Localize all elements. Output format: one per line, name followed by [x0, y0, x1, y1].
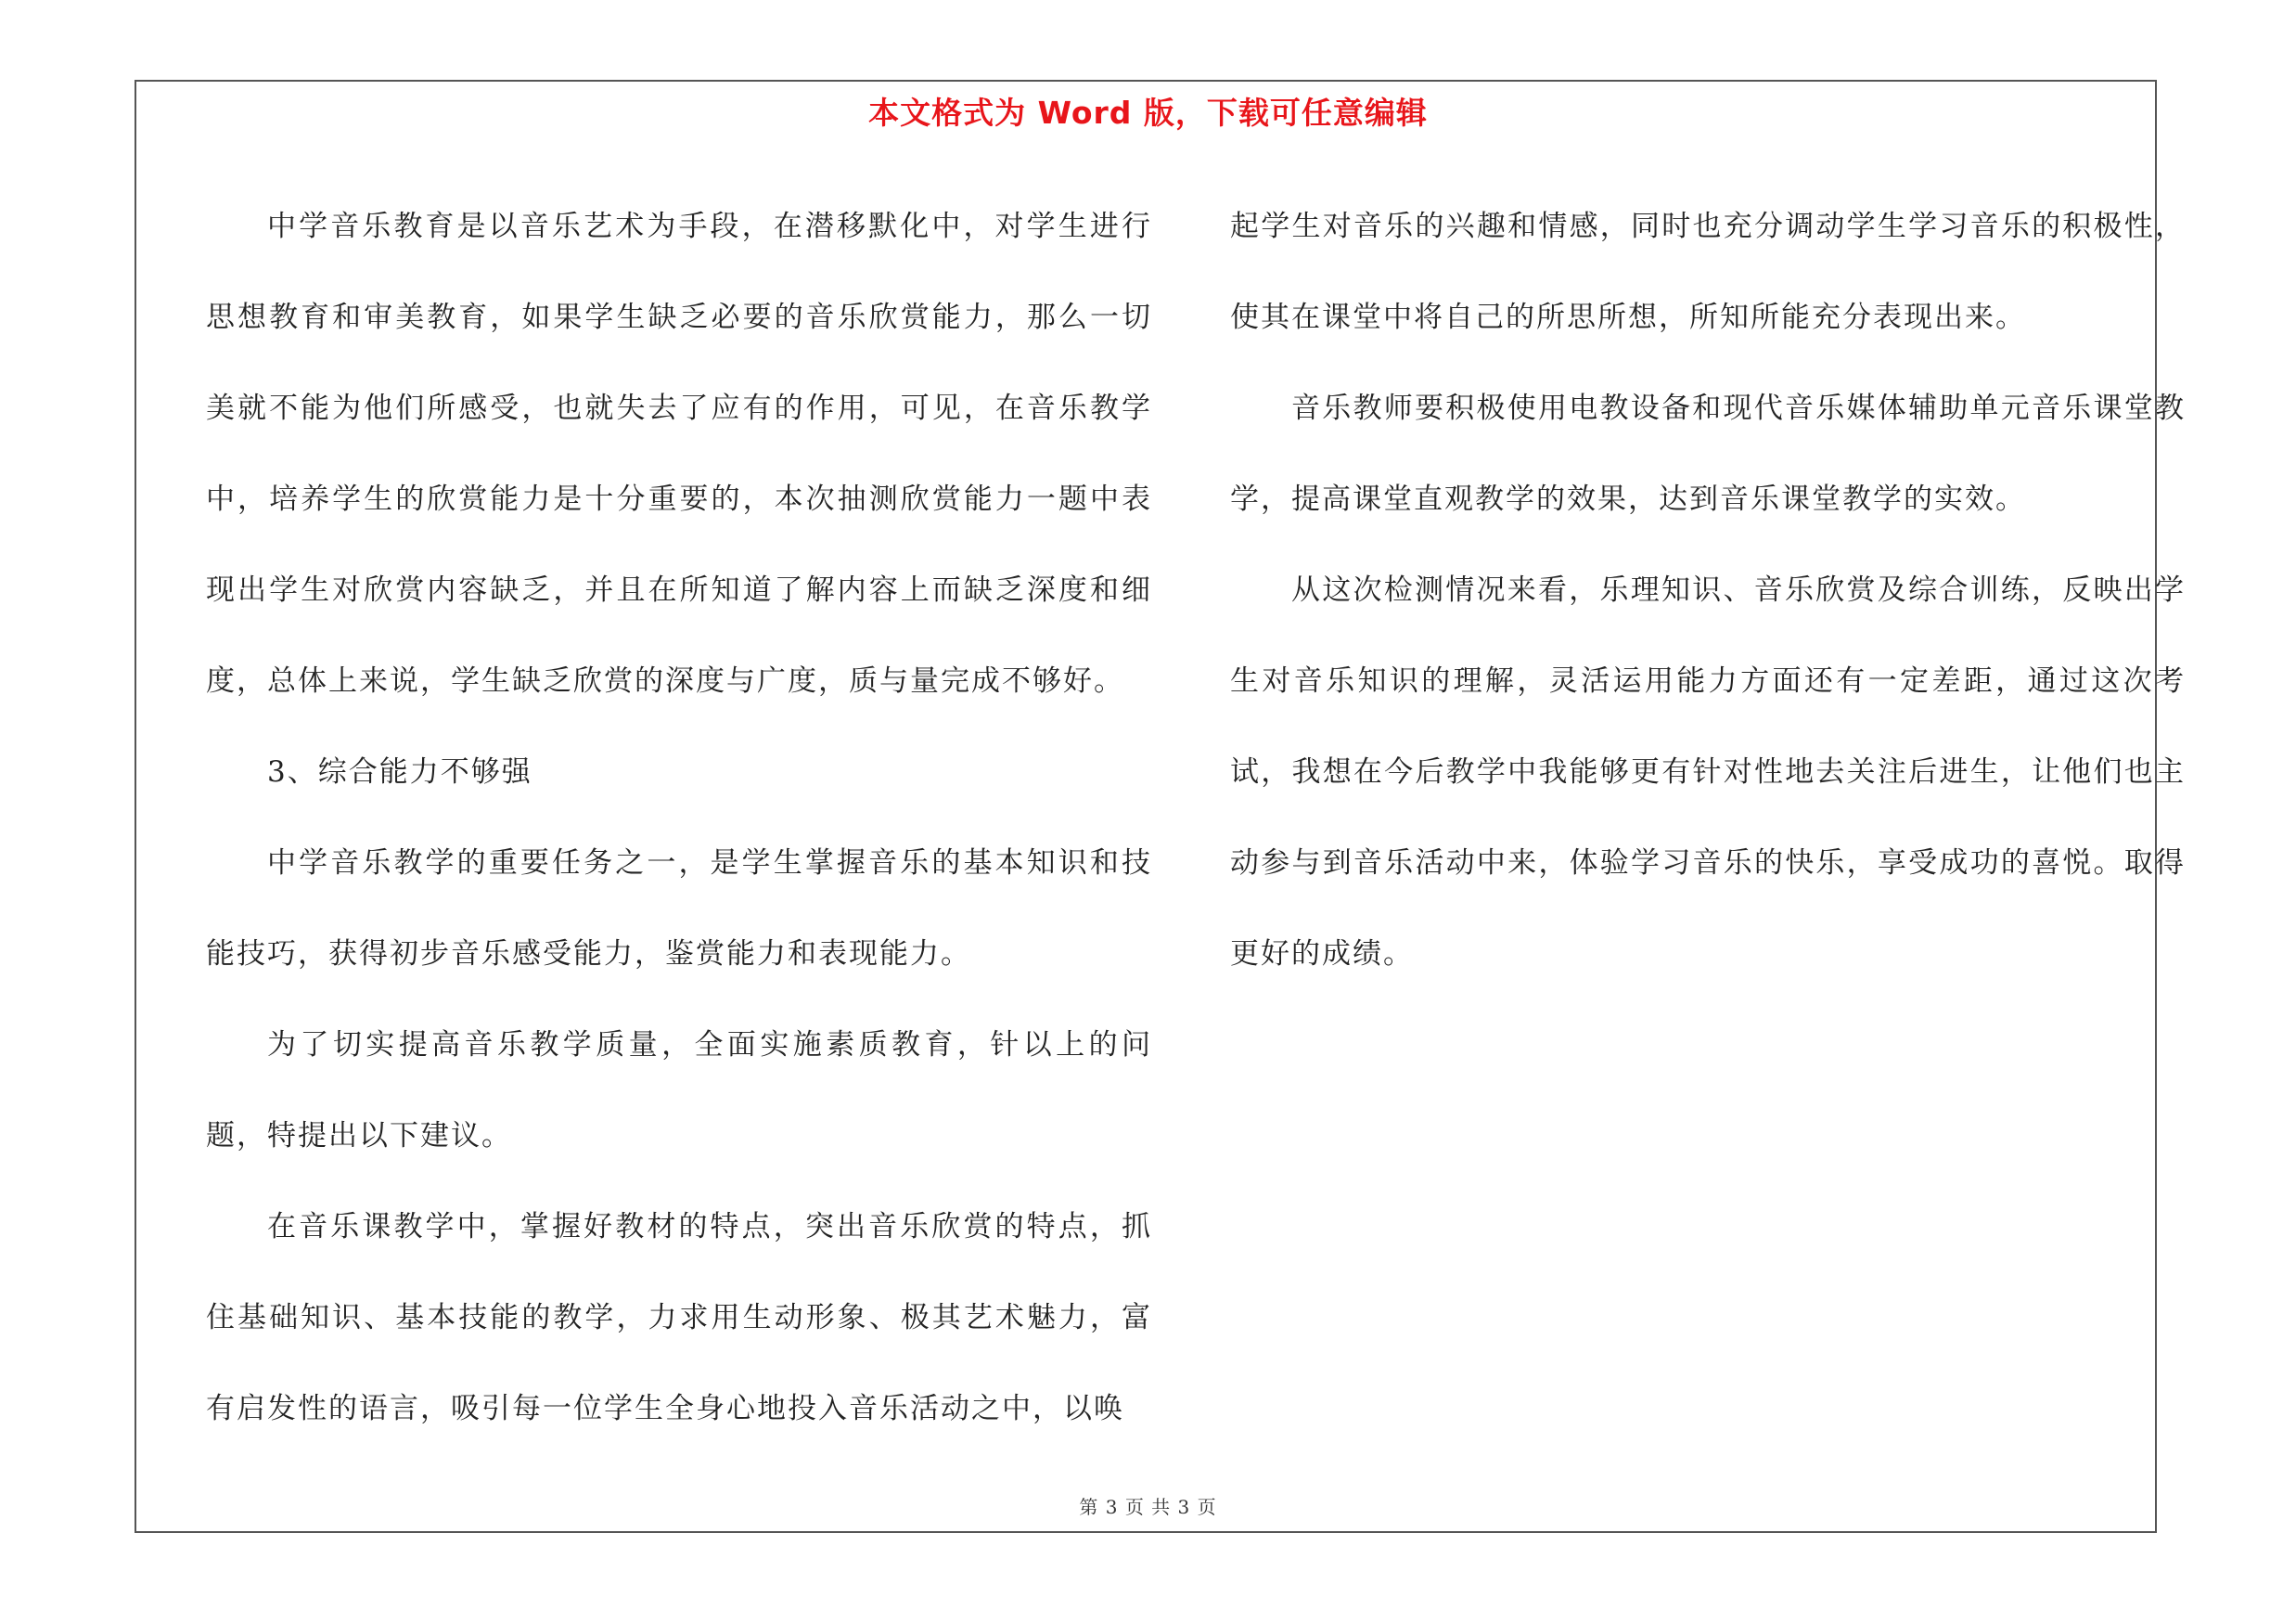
- paragraph-media: 音乐教师要积极使用电教设备和现代音乐媒体辅助单元音乐课堂教学，提高课堂直观教学的效果，达到音乐课堂教学的实效。: [1230, 392, 2186, 516]
- paragraph-teaching: 在音乐课教学中，掌握好教材的特点，突出音乐欣赏的特点，抓住基础知识、基本技能的教学，力求用生动形象、极其艺术魅力，富有启发性的语言，吸引每一位学生全身心地投入音乐活动之中，以唤: [206, 1210, 1152, 1425]
- right-column: [1230, 181, 2186, 999]
- paragraph-conclusion: 从这次检测情况来看，乐理知识、音乐欣赏及综合训练，反映出学生对音乐知识的理解，灵活运用能力方面还有一定差距，通过这次考试，我想在今后教学中我能够更有针对性地去关注后进生，让他们也主动参与到音乐活动中来，体验学习音乐的快乐，享受成功的喜悦。取得更好的成绩。: [1230, 573, 2186, 971]
- paragraph-suggestion-intro: 为了切实提高音乐教学质量，全面实施素质教育，针以上的问题，特提出以下建议。: [206, 1028, 1152, 1153]
- header-banner: 本文格式为 Word 版，下载可任意编辑: [868, 95, 1428, 131]
- paragraph-appreciation: 中学音乐教育是以音乐艺术为手段，在潜移默化中，对学生进行思想教育和审美教育，如果学生缺乏必要的音乐欣赏能力，那么一切美就不能为他们所感受，也就失去了应有的作用，可见，在音乐教学中，培养学生的欣赏能力是十分重要的，本次抽测欣赏能力一题中表现出学生对欣赏内容缺乏，并且在所知道了解内容上而缺乏深度和细度，总体上来说，学生缺乏欣赏的深度与广度，质与量完成不够好。: [206, 210, 1152, 698]
- page-number: 第 3 页 共 3 页: [1079, 1496, 1217, 1518]
- paragraph-task: 中学音乐教学的重要任务之一，是学生掌握音乐的基本知识和技能技巧，获得初步音乐感受能力，鉴赏能力和表现能力。: [206, 846, 1152, 971]
- paragraph-continued: 起学生对音乐的兴趣和情感，同时也充分调动学生学习音乐的积极性，使其在课堂中将自己的所思所想，所知所能充分表现出来。: [1230, 210, 2186, 334]
- left-column: [206, 181, 1152, 1454]
- section-heading-3: 3、综合能力不够强: [267, 755, 532, 789]
